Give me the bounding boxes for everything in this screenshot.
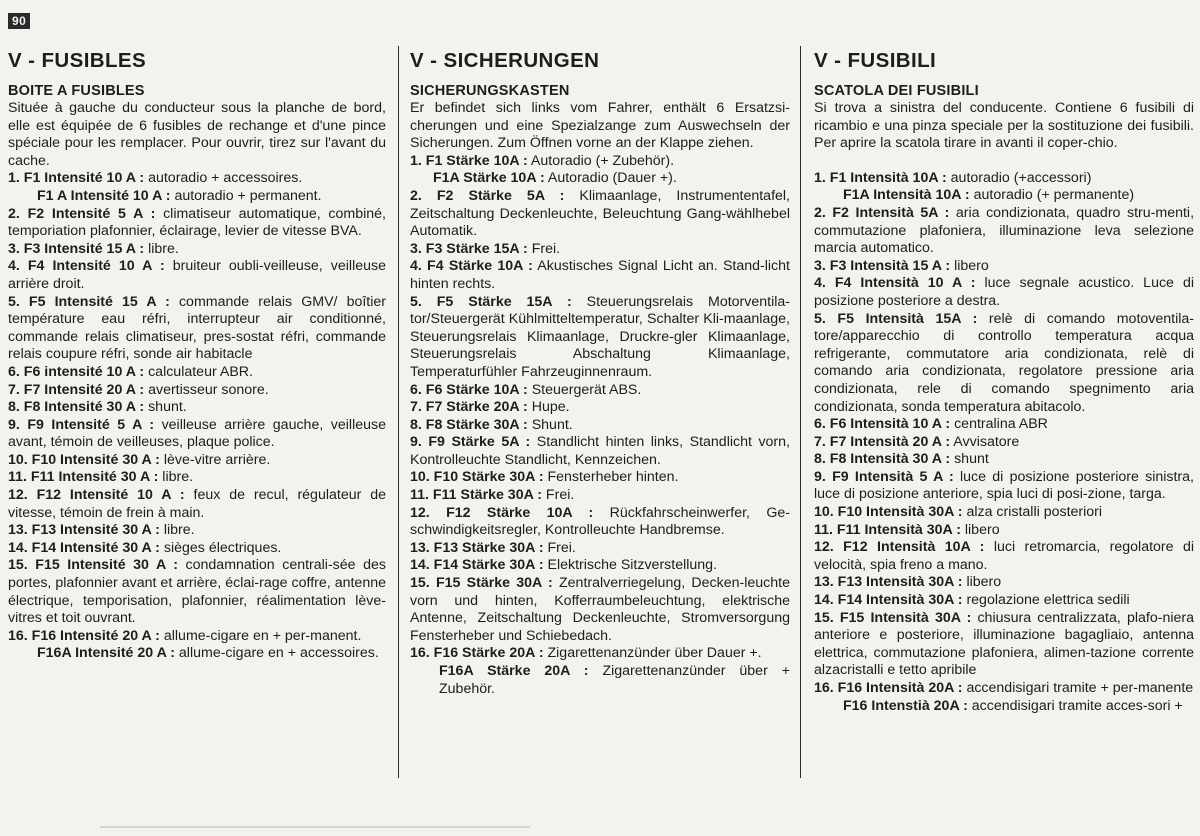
column-divider bbox=[398, 46, 399, 778]
fuse-entry-11: 11. F11 Intensité 30 A : libre. bbox=[8, 469, 194, 486]
intro-paragraph: Er befindet sich links vom Fahrer, enthält 6 Ersatzsi-cherungen und eine Spezialzange zum Auswechseln der Sicherungen. Zum Öffnen vorne an der Klappe ziehen. bbox=[410, 100, 790, 152]
fuse-entry-2: 2. F2 Intensité 5 A : climatiseur automatique, combiné, temporiation plafonnier, éclairage, levier de vitesse BVA. bbox=[8, 205, 386, 240]
fuse-entry-4: 4. F4 Stärke 10A : Akustisches Signal Licht an. Stand-licht hinten rechts. bbox=[410, 258, 790, 292]
spacer bbox=[814, 153, 1194, 170]
fuse-entry-1a: F1A Stärke 10A : Autoradio (Dauer +). bbox=[433, 170, 677, 187]
fuse-entry-15: 15. F15 Intensità 30A : chiusura centralizzata, plafo-niera anteriore e posteriore, illuminazione bagagliaio, antenna elettrica, commutazione plafoniera, alimen-tazione corrente alzacristalli e tetto apribile bbox=[814, 609, 1194, 679]
fuse-entry-10: 10. F10 Intensità 30A : alza cristalli posteriori bbox=[814, 504, 1103, 521]
column-divider bbox=[800, 46, 801, 778]
fuse-entry-16a: F16A Stärke 20A : Zigarettenanzünder über + Zubehör. bbox=[439, 663, 790, 697]
fuse-entry-16a: F16 Intenstià 20A : accendisigari tramite acces-sori + bbox=[843, 697, 1183, 714]
fuse-entry-16: 16. F16 Stärke 20A : Zigarettenanzünder über Dauer +. bbox=[410, 645, 762, 662]
fuse-entry-3: 3. F3 Intensità 15 A : libero bbox=[814, 257, 989, 274]
fuse-entry-1: 1. F1 Intensità 10A : autoradio (+accessori) bbox=[814, 169, 1092, 186]
fuse-entry-11: 11. F11 Intensità 30A : libero bbox=[814, 521, 1000, 538]
section-title: SICHERUNGSKASTEN bbox=[410, 83, 570, 99]
fuse-entry-6: 6. F6 Stärke 10A : Steuergerät ABS. bbox=[410, 381, 642, 398]
intro-paragraph: Située à gauche du conducteur sous la planche de bord, elle est équipée de 6 fusibles de rechange et d'une pince spéciale pour les remplacer. Pour ouvrir, tirez sur l'avant du cache. bbox=[8, 100, 386, 169]
fuse-entry-7: 7. F7 Intensité 20 A : avertisseur sonore. bbox=[8, 381, 269, 398]
column-title: V - SICHERUNGEN bbox=[410, 49, 600, 72]
page-edge-line bbox=[100, 826, 530, 828]
fuse-entry-14: 14. F14 Intensità 30A : regolazione elettrica sedili bbox=[814, 592, 1130, 609]
fuse-entry-2: 2. F2 Intensità 5A : aria condizionata, quadro stru-menti, commutazione plafoniera, illuminazione leva selezione marcia automatico. bbox=[814, 204, 1195, 257]
fuse-entry-7: 7. F7 Stärke 20A : Hupe. bbox=[410, 399, 570, 416]
fuse-entry-1: 1. F1 Stärke 10A : Autoradio (+ Zubehör). bbox=[410, 152, 675, 169]
fuse-entry-9: 9. F9 Stärke 5A : Standlicht hinten links, Standlicht vorn, Kontrolleuchte Standlicht, Kennzeichen. bbox=[410, 434, 790, 468]
fuse-entry-5: 5. F5 Intensità 15A : relè di comando motoventila-tore/apparecchio di controllo temperatura acqua refrigerante, commutatore aria condizionata, relè di comando aria condizionata, regolatore pressione aria condizionata, rele di comando spegnimento aria condizionata, sonda temperatura abitacolo. bbox=[814, 310, 1195, 415]
section-title: BOITE A FUSIBLES bbox=[8, 83, 145, 99]
column-title: V - FUSIBLES bbox=[8, 49, 147, 72]
fuse-entry-13: 13. F13 Intensité 30 A : libre. bbox=[8, 522, 195, 539]
fuse-entry-8: 8. F8 Intensité 30 A : shunt. bbox=[8, 399, 187, 416]
fuse-entry-4: 4. F4 Intensité 10 A : bruiteur oubli-veilleuse, veilleuse arrière droit. bbox=[8, 258, 386, 292]
fuse-entry-5: 5. F5 Intensité 15 A : commande relais GMV/ boîtier température eau réfri, interrupteur air conditionné, commande relais climatiseur, pres-sostat réfri, commande relais coupure réfri, sonde air habitacle bbox=[8, 293, 387, 363]
fuse-entry-15: 15. F15 Stärke 30A : Zentralverriegelung, Decken-leuchte vorn und hinten, Kofferraumbeleuchtung, elektrische Antenne, Zeitschaltung Deckenleuchte, Stromversorgung Fensterheber und Schiebedach. bbox=[410, 575, 790, 644]
page-number: 90 bbox=[8, 13, 30, 29]
intro-paragraph: Si trova a sinistra del conducente. Contiene 6 fusibili di ricambio e una pinza speciale per la sostituzione dei fusibili. Per aprire la scatola tirare in avanti il coper-chio. bbox=[814, 100, 1194, 152]
fuse-entry-6: 6. F6 intensité 10 A : calculateur ABR. bbox=[8, 363, 253, 380]
fuse-entry-1a: F1A Intensità 10A : autoradio (+ permanente) bbox=[843, 187, 1135, 204]
fuse-entry-7: 7. F7 Intensità 20 A : Avvisatore bbox=[814, 433, 1020, 450]
fuse-entry-3: 3. F3 Intensité 15 A : libre. bbox=[8, 240, 179, 257]
fuse-entry-15: 15. F15 Intensité 30 A : condamnation centrali-sée des portes, plafonnier avant et arrière, éclai-rage coffre, antenne électrique, temporisation, plafonnier, réalimentation lève-vitres et toit ouvrant. bbox=[8, 557, 386, 627]
fuse-entry-10: 10. F10 Stärke 30A : Fensterheber hinten. bbox=[410, 469, 679, 486]
fuse-entry-16a: F16A Intensité 20 A : allume-cigare en + accessoires. bbox=[37, 645, 379, 662]
fuse-entry-14: 14. F14 Stärke 30A : Elektrische Sitzverstellung. bbox=[410, 557, 718, 574]
fuse-entry-16: 16. F16 Intensità 20A : accendisigari tramite + per-manente bbox=[814, 680, 1194, 696]
column-french bbox=[8, 46, 386, 778]
fuse-entry-12: 12. F12 Intensità 10A : luci retromarcia, regolatore di velocità, spia freno a mano. bbox=[814, 539, 1195, 573]
fuse-entry-6: 6. F6 Intensità 10 A : centralina ABR bbox=[814, 416, 1048, 433]
fuse-entry-14: 14. F14 Intensité 30 A : sièges électriques. bbox=[8, 539, 282, 556]
column-title: V - FUSIBILI bbox=[814, 49, 937, 72]
fuse-entry-16: 16. F16 Intensité 20 A : allume-cigare en + per-manent. bbox=[8, 627, 362, 644]
fuse-entry-5: 5. F5 Stärke 15A : Steuerungsrelais Motorventila-tor/Steuergerät Kühlmitteltemperatur, Schalter Kli-maanlage, Steuerungsrelais Klimaanlage, Druckre-gler Klimaanlage, Steuerungsrelais Abschaltung Klimaanlage, Temperaturfühler Fahrzeuginnenraum. bbox=[410, 293, 790, 380]
fuse-entry-8: 8. F8 Intensità 30 A : shunt bbox=[814, 451, 989, 468]
fuse-entry-13: 13. F13 Intensità 30A : libero bbox=[814, 574, 1002, 591]
fuse-entry-4: 4. F4 Intensità 10 A : luce segnale acustico. Luce di posizione posteriore a destra. bbox=[814, 275, 1194, 309]
fuse-entry-9: 9. F9 Intensité 5 A : veilleuse arrière gauche, veilleuse avant, témoin de veilleuses, plaque police. bbox=[8, 416, 386, 451]
fuse-entry-13: 13. F13 Stärke 30A : Frei. bbox=[410, 539, 576, 556]
fuse-entry-1a: F1 A Intensité 10 A : autoradio + permanent. bbox=[37, 187, 322, 204]
fuse-entry-3: 3. F3 Stärke 15A : Frei. bbox=[410, 240, 561, 257]
fuse-entry-12: 12. F12 Stärke 10A : Rückfahrscheinwerfer, Ge-schwindigkeitsregler, Kontrolleuchte Handbremse. bbox=[410, 504, 790, 539]
section-title: SCATOLA DEI FUSIBILI bbox=[814, 83, 979, 99]
fuse-entry-9: 9. F9 Intensità 5 A : luce di posizione posteriore sinistra, luce di posizione anteriore, spia luci di posi-zione, targa. bbox=[814, 468, 1194, 503]
fuse-entry-10: 10. F10 Intensité 30 A : lève-vitre arrière. bbox=[8, 451, 271, 468]
fuse-entry-12: 12. F12 Intensité 10 A : feux de recul, régulateur de vitesse, témoin de frein à main. bbox=[8, 487, 386, 521]
fuse-entry-2: 2. F2 Stärke 5A : Klimaanlage, Instrumententafel, Zeitschaltung Deckenleuchte, Beleuchtung Gang-wählhebel Automatik. bbox=[410, 187, 790, 240]
fuse-entry-1: 1. F1 Intensité 10 A : autoradio + accessoires. bbox=[8, 170, 303, 187]
column-german bbox=[410, 46, 790, 778]
fuse-entry-8: 8. F8 Stärke 30A : Shunt. bbox=[410, 416, 573, 433]
column-italian bbox=[814, 46, 1194, 778]
fuse-entry-11: 11. F11 Stärke 30A : Frei. bbox=[410, 487, 575, 504]
